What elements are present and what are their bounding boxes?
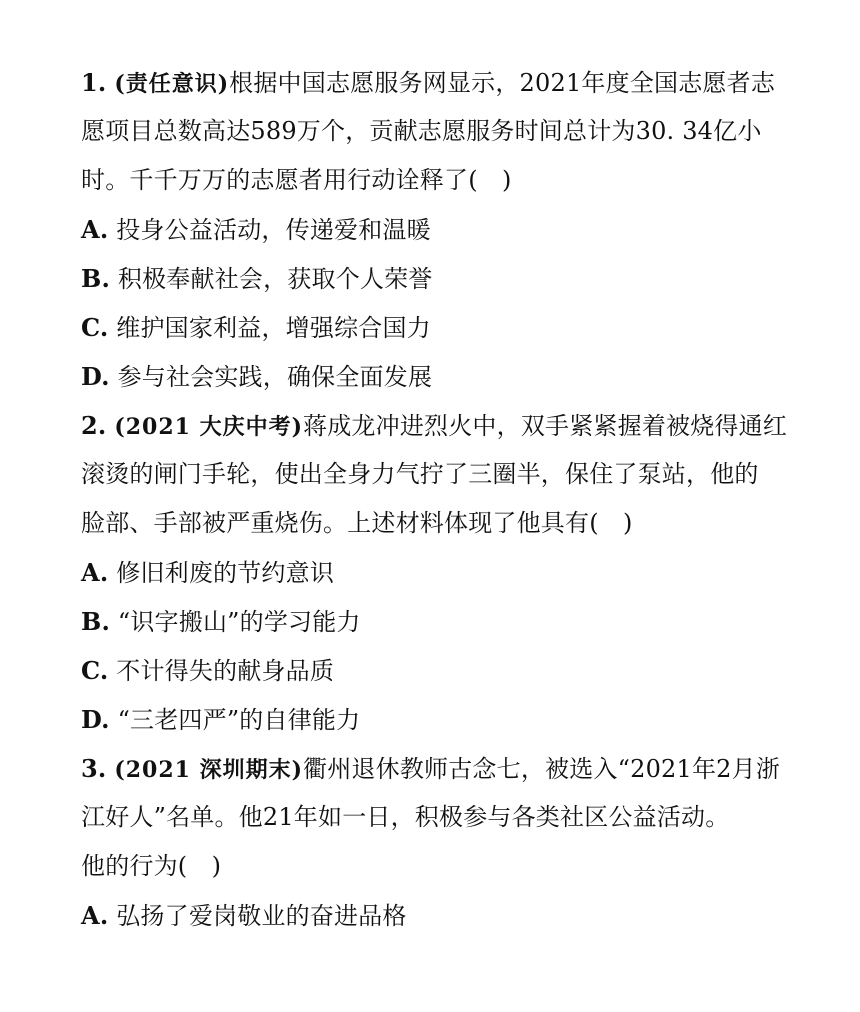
option-text: 投身公益活动，传递爱和温暖	[116, 216, 431, 244]
question-1-line-3	[81, 156, 781, 205]
option-letter: B.	[81, 264, 111, 293]
option-letter: C.	[81, 656, 109, 685]
option-text: 修旧利废的节约意识	[116, 559, 335, 587]
question-text: 他的行为( )	[81, 852, 222, 880]
option-text: 参与社会实践，确保全面发展	[117, 363, 433, 391]
question-text: 江好人”名单。他21年如一日，积极参与各类社区公益活动。	[81, 803, 730, 831]
option-a	[81, 205, 781, 254]
option-letter: C.	[81, 313, 109, 342]
option-letter: D.	[81, 362, 110, 391]
question-text: 根据中国志愿服务网显示，2021年度全国志愿者志	[229, 69, 776, 97]
question-text: 衢州退休教师古念七，被选入“2021年2月浙	[303, 755, 781, 783]
question-3-line-3	[81, 842, 781, 891]
option-letter: D.	[81, 705, 110, 734]
question-text: 蒋成龙冲进烈火中，双手紧紧握着被烧得通红	[303, 412, 788, 440]
question-number: 3.	[81, 754, 107, 783]
option-text: 不计得失的献身品质	[116, 657, 335, 685]
question-text: 愿项目总数高达589万个，贡献志愿服务时间总计为30. 34亿小	[81, 117, 762, 145]
option-text: “三老四严”的自律能力	[117, 706, 361, 734]
option-letter: A.	[81, 901, 109, 930]
question-text: 滚烫的闸门手轮，使出全身力气拧了三圈半，保住了泵站，他的	[81, 460, 759, 488]
question-tag: (2021 大庆中考)	[114, 414, 304, 440]
option-text: 维护国家利益，增强综合国力	[116, 314, 431, 342]
question-text: 时。千千万万的志愿者用行动诠释了( )	[81, 166, 512, 194]
option-text: 积极奉献社会，获取个人荣誉	[117, 265, 433, 293]
option-d	[81, 695, 781, 744]
option-b	[81, 254, 781, 303]
document-page	[81, 58, 788, 940]
option-a	[81, 548, 781, 597]
question-number: 1.	[81, 68, 107, 97]
question-number: 2.	[81, 411, 107, 440]
option-letter: A.	[81, 558, 109, 587]
option-letter: B.	[81, 607, 111, 636]
question-text: 脸部、手部被严重烧伤。上述材料体现了他具有( )	[81, 509, 633, 537]
question-3-line-1	[81, 744, 781, 793]
option-c	[81, 646, 781, 695]
option-a	[81, 891, 781, 940]
option-d	[81, 352, 781, 401]
question-2-line-2	[81, 450, 781, 499]
question-2-line-3	[81, 499, 781, 548]
question-1-line-2	[81, 107, 781, 156]
option-b	[81, 597, 781, 646]
question-1-line-1	[81, 58, 781, 107]
question-tag: (2021 深圳期末)	[114, 757, 304, 783]
question-3-line-2	[81, 793, 781, 842]
option-text: 弘扬了爱岗敬业的奋进品格	[116, 902, 407, 930]
option-letter: A.	[81, 215, 109, 244]
option-c	[81, 303, 781, 352]
option-text: “识字搬山”的学习能力	[117, 608, 361, 636]
question-2-line-1	[81, 401, 788, 450]
question-tag: (责任意识)	[114, 71, 230, 97]
